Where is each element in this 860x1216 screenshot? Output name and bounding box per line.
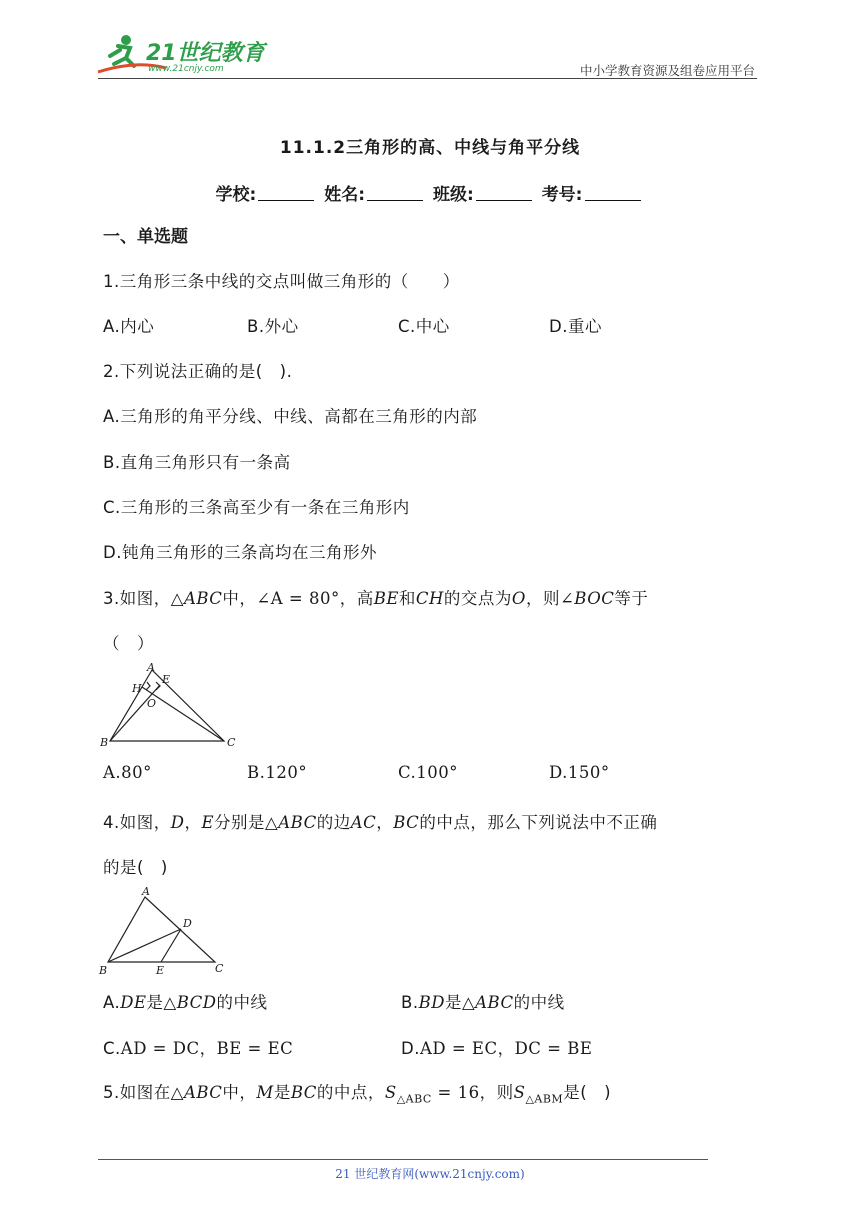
question-4-stem — [103, 809, 657, 833]
q4-label-c: C — [215, 962, 224, 975]
q4-option-b-triangle: △ABC — [461, 993, 514, 1012]
q4-text: 4.如图， — [103, 813, 171, 832]
q4-triangle: △ABC — [265, 813, 317, 832]
q3-ch: CH — [415, 589, 444, 608]
q4-label-a: A — [142, 885, 150, 898]
question-4-line2: 的是( ) — [103, 858, 168, 877]
q4-text: 的中点，那么下列说法中不正确 — [419, 813, 658, 832]
q4-bc: BC — [393, 813, 420, 832]
q5-s: S — [384, 1083, 397, 1102]
q3-option-b[interactable]: B.120° — [247, 763, 308, 782]
school-field[interactable] — [215, 180, 318, 205]
q3-text: ，则 — [525, 589, 560, 608]
name-label: 姓名: — [324, 185, 366, 205]
footer-text[interactable]: 21 世纪教育网(www.21cnjy.com) — [335, 1167, 525, 1181]
q5-sub-abm: △ABM — [525, 1092, 564, 1106]
q5-triangle: △ABC — [170, 1083, 223, 1102]
q5-text: 是( ) — [563, 1083, 612, 1102]
question-1-stem: 1.三角形三条中线的交点叫做三角形的（ ） — [103, 272, 460, 291]
logo-url: www.21cnjy.com — [148, 64, 224, 74]
q4-triangle-abc — [108, 897, 215, 962]
q3-option-c[interactable]: C.100° — [398, 763, 459, 782]
q4-label-d: D — [183, 917, 192, 930]
school-blank[interactable] — [258, 184, 314, 201]
q4-option-b-text: 是 — [444, 993, 462, 1012]
q5-text: 中， — [222, 1083, 257, 1102]
q4-option-b-letter: B. — [401, 993, 419, 1012]
q5-text: 的中点， — [316, 1083, 385, 1102]
question-2-stem: 2.下列说法正确的是( ). — [103, 362, 293, 381]
q3-label-h: H — [132, 682, 142, 695]
page-title: 11.1.2三角形的高、中线与角平分线 — [279, 138, 581, 158]
q3-label-b: B — [100, 736, 109, 749]
q3-triangle-figure — [100, 662, 245, 750]
q4-e: E — [201, 813, 215, 832]
number-label: 考号: — [541, 185, 583, 205]
q3-triangle: △ABC — [170, 589, 223, 608]
q4-segment-bd — [108, 929, 181, 962]
q4-label-e: E — [156, 964, 165, 977]
q3-label-a: A — [147, 662, 155, 674]
q3-right-angle-e — [156, 682, 160, 690]
q5-m: M — [256, 1083, 274, 1102]
q4-option-d-letter: D. — [401, 1039, 420, 1058]
q4-triangle-figure — [95, 885, 230, 977]
class-field[interactable] — [433, 180, 536, 205]
q4-option-c[interactable] — [103, 1035, 293, 1059]
class-blank[interactable] — [476, 184, 532, 201]
q4-option-d[interactable] — [401, 1035, 592, 1059]
q4-ac: AC — [350, 813, 377, 832]
q3-label-e: E — [162, 673, 171, 686]
q4-option-b-math: BD — [418, 993, 445, 1012]
logo-text: 21世纪教育 — [146, 41, 265, 66]
q5-s: S — [513, 1083, 526, 1102]
q4-option-a-math: DE — [120, 993, 147, 1012]
question-3-line2: （ ） — [103, 634, 154, 653]
q2-option-c[interactable]: C.三角形的三条高至少有一条在三角形内 — [103, 498, 410, 517]
q3-altitude-ch — [142, 687, 224, 741]
q3-text: ，高 — [339, 589, 374, 608]
q4-option-a-text: 的中线 — [216, 993, 268, 1012]
header-platform-text: 中小学教育资源及组卷应用平台 — [579, 63, 755, 78]
q1-option-c[interactable]: C.中心 — [398, 317, 450, 336]
school-label: 学校: — [215, 185, 257, 205]
q4-d: D — [170, 813, 185, 832]
q4-option-c-letter: C. — [103, 1039, 121, 1058]
question-3-stem — [103, 585, 648, 609]
q4-option-d-math: AD = EC，DC = BE — [419, 1039, 593, 1058]
q4-option-c-math: AD = DC，BE = EC — [120, 1039, 294, 1058]
q3-angle-a: ∠A = 80° — [256, 589, 340, 608]
q3-angle-boc: ∠BOC — [559, 589, 615, 608]
q1-option-b[interactable]: B.外心 — [247, 317, 299, 336]
q4-option-a[interactable] — [103, 989, 268, 1013]
q5-text: 是 — [273, 1083, 291, 1102]
q2-option-a[interactable]: A.三角形的角平分线、中线、高都在三角形的内部 — [103, 407, 478, 426]
q1-option-a[interactable]: A.内心 — [103, 317, 155, 336]
question-5-stem — [103, 1079, 611, 1105]
q4-option-a-letter: A. — [103, 993, 121, 1012]
class-label: 班级: — [432, 185, 474, 205]
footer-divider — [98, 1159, 708, 1160]
name-field[interactable] — [324, 180, 427, 205]
q3-option-a[interactable]: A.80° — [103, 763, 152, 782]
q3-o: O — [511, 589, 526, 608]
number-blank[interactable] — [585, 184, 641, 201]
name-blank[interactable] — [367, 184, 423, 201]
q3-text: 的交点为 — [443, 589, 512, 608]
q1-option-d[interactable]: D.重心 — [549, 317, 602, 336]
q4-label-b: B — [99, 964, 108, 977]
q4-option-a-triangle: △BCD — [163, 993, 217, 1012]
q4-text: ， — [184, 813, 202, 832]
header-divider — [98, 78, 757, 79]
student-info-line — [0, 180, 860, 205]
q3-text: 中， — [222, 589, 257, 608]
q3-text: 等于 — [614, 589, 649, 608]
q5-text: 5.如图在 — [103, 1083, 171, 1102]
q3-label-c: C — [227, 736, 236, 749]
q5-sub-abc: △ABC — [396, 1092, 432, 1106]
q3-option-d[interactable]: D.150° — [549, 763, 610, 782]
q3-text: 3.如图， — [103, 589, 171, 608]
section-heading: 一、单选题 — [103, 227, 188, 247]
q4-text: ， — [376, 813, 394, 832]
q3-be: BE — [373, 589, 399, 608]
q2-option-b[interactable]: B.直角三角形只有一条高 — [103, 453, 291, 472]
q4-text: 分别是 — [214, 813, 266, 832]
q5-eq: = 16 — [431, 1083, 480, 1102]
number-field[interactable] — [542, 180, 645, 205]
q4-option-b[interactable] — [401, 989, 565, 1013]
q4-option-a-text: 是 — [146, 993, 164, 1012]
q3-right-angle-h — [146, 682, 150, 690]
q4-option-b-text: 的中线 — [513, 993, 565, 1012]
q3-label-o: O — [147, 697, 157, 710]
q5-bc: BC — [290, 1083, 317, 1102]
q3-text: 和 — [398, 589, 416, 608]
q5-text: ，则 — [479, 1083, 514, 1102]
q2-option-d[interactable]: D.钝角三角形的三条高均在三角形外 — [103, 543, 377, 562]
q4-text: 的边 — [316, 813, 351, 832]
